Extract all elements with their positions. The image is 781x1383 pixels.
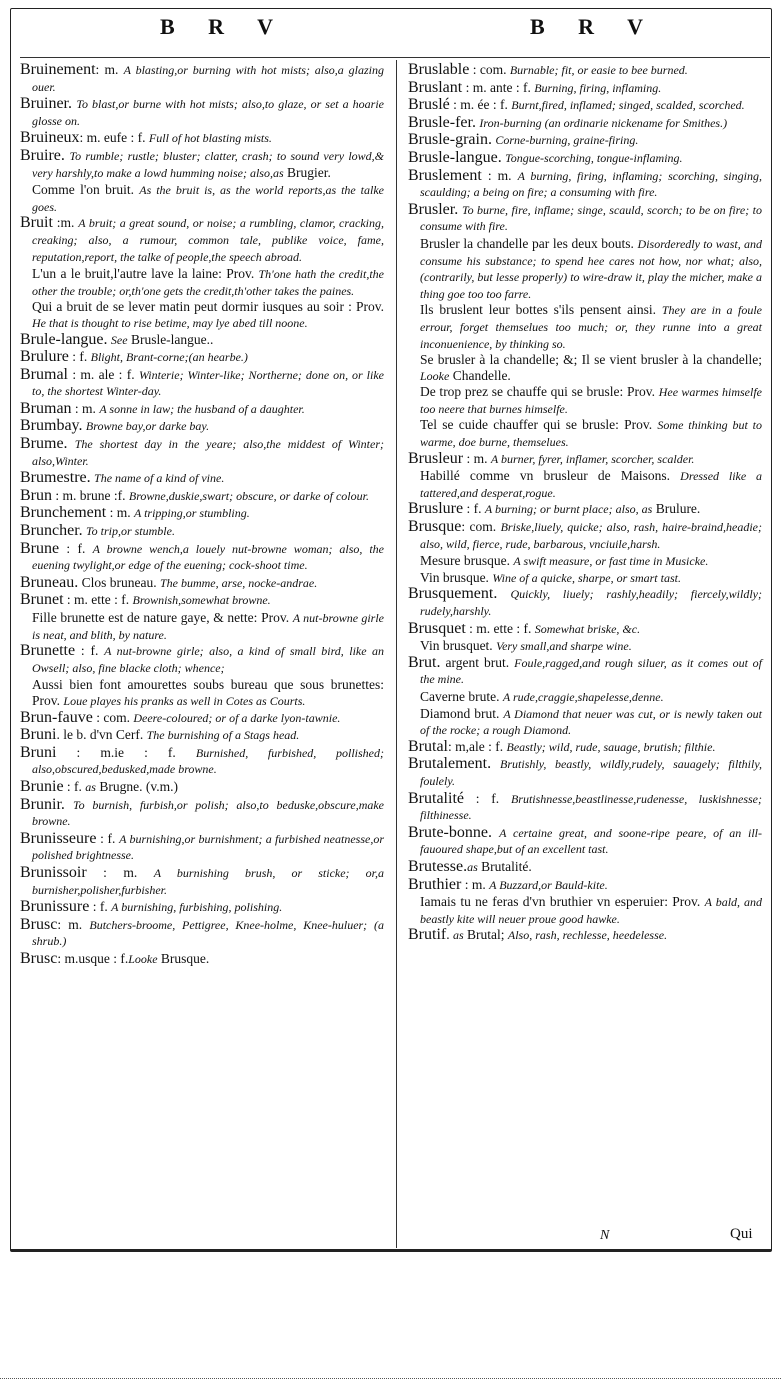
french-text: : m.	[86, 864, 154, 880]
french-text: : f.	[59, 540, 93, 556]
french-text: :m.	[52, 215, 79, 231]
french-text: : m.usque : f.	[57, 950, 129, 966]
french-text: : f.	[463, 501, 485, 517]
french-text: : f.	[75, 643, 105, 659]
headword: Brutalité	[408, 789, 464, 807]
french-text: Ils bruslent leur bottes s'ils pensent ainsi.	[420, 302, 662, 318]
definition: Looke	[128, 951, 158, 966]
definition: Briske,liuely, quicke; also, rash, haire-braind,headie; also, wild, fierce, rude, barbarous, vnciuile,harsh.	[420, 520, 762, 551]
headword: Bruire.	[20, 146, 65, 164]
definition: A tripping,or stumbling.	[133, 506, 250, 521]
headword: Brule-langue.	[20, 330, 108, 348]
dictionary-entry	[20, 130, 384, 147]
definition: A nut-browne girle; also, a kind of small bird, like an Owsell; also, fine blacke cloth; whence;	[32, 644, 384, 675]
definition: Burning, firing, inflaming.	[534, 80, 662, 95]
definition: The name of a kind of vine.	[94, 471, 225, 486]
definition: A rude,craggie,shapelesse,denne.	[502, 689, 664, 704]
definition: Browne bay,or darke bay.	[85, 419, 210, 434]
definition: Brownish,somewhat browne.	[132, 593, 271, 608]
sub-entry	[408, 689, 762, 706]
french-text: : m,ale : f.	[448, 738, 507, 754]
headword: Brusquet	[408, 619, 466, 637]
dictionary-entry	[408, 877, 762, 894]
definition: Tongue-scorching, tongue-inflaming.	[505, 150, 683, 165]
dictionary-entry	[20, 96, 384, 129]
french-text: : m. ée : f.	[449, 97, 512, 113]
headword: Brumbay.	[20, 417, 83, 435]
sub-entry	[20, 299, 384, 331]
headword: Brulure	[20, 348, 69, 366]
french-text	[68, 436, 75, 451]
headword: Brunissure	[20, 898, 90, 916]
french-text: argent brut.	[440, 654, 515, 670]
headword: Brut.	[408, 653, 441, 671]
dictionary-entry	[408, 791, 762, 824]
definition: Some thinking but to warme, doe burne, themselues.	[420, 418, 762, 450]
french-text: Habillé comme vn brusleur de Maisons.	[420, 468, 681, 484]
headword: Brunissoir	[20, 863, 87, 881]
french-text: : m.	[461, 876, 490, 892]
headword: Brusque	[408, 518, 462, 536]
headword: Bruni	[20, 743, 57, 761]
definition: Disorderedly to wast, and consume his substance; to spend hee cares not how, nor what; also, (contrarily, but lesse properly) to wire-draw it, play the micher, make a thing goe too too farre.	[420, 236, 762, 301]
definition: A burnishing,or burnishment; a furbished neatnesse,or polished brightnesse.	[32, 831, 384, 863]
french-text: Brutalité.	[477, 858, 532, 874]
definition: Beastly; wild, rude, sauage, brutish; filthie.	[506, 739, 716, 754]
french-text: : m.	[463, 450, 491, 466]
right-column	[408, 62, 762, 945]
dictionary-entry	[408, 621, 762, 638]
definition: A blasting,or burning with hot mists; also,a glazing ouer.	[32, 63, 384, 94]
definition: A browne wench,a louely nut-browne woman; also, the euening twylight,or edge of the euening; cock-shoot time.	[32, 541, 384, 573]
french-text: Clos bruneau.	[78, 574, 160, 590]
definition: Burnable; fit, or easie to bee burned.	[509, 63, 688, 77]
headword: Brunette	[20, 642, 76, 660]
french-text: Brusle-langue..	[127, 331, 214, 347]
dictionary-entry	[20, 865, 384, 898]
dictionary-entry	[408, 825, 762, 858]
definition: Th'one hath the credit,the other the trouble; or,th'one gets the credit,th'other takes the paines.	[32, 267, 384, 298]
definition: as	[452, 928, 464, 943]
definition: A nut-browne girle is neat, and blith, by nature.	[32, 611, 384, 642]
definition: Dressed like a tattered,and desperat,rogue.	[420, 469, 762, 500]
dictionary-entry	[20, 797, 384, 830]
french-text: Mesure brusque.	[420, 553, 514, 569]
french-text: Qui a bruit de se lever matin peut dormir iusques au soir : Prov.	[32, 299, 384, 315]
definition: Looke	[420, 368, 450, 383]
dictionary-entry	[20, 710, 384, 727]
french-text: Aussi bien font amourettes soubs bureau que sous brunettes: Prov.	[32, 677, 384, 708]
definition: Full of hot blasting mists.	[148, 131, 272, 146]
french-text: : m. ette : f.	[63, 592, 133, 608]
headword: Brunie	[20, 777, 64, 795]
headword: Bruslé	[408, 96, 450, 114]
headword: Brusc	[20, 949, 58, 967]
french-text: Caverne brute.	[420, 688, 503, 704]
definition: To trip,or stumble.	[86, 524, 175, 539]
definition: See	[110, 332, 128, 347]
french-text: Tel se cuide chauffer qui se brusle: Prov.	[420, 417, 658, 433]
dictionary-entry	[20, 401, 384, 418]
french-text	[491, 756, 500, 771]
french-text: : f.	[63, 778, 86, 794]
french-text: : m.	[71, 400, 100, 416]
sub-entry	[408, 417, 762, 450]
headword: Brutif	[408, 926, 447, 944]
french-text: Brusler la chandelle par les deux bouts.	[420, 235, 638, 251]
definition: A bruit; a great sound, or noise; a rumbling, clamor, cracking, creaking; also, a rumour, common tale, publike voice, fame, reputation,report, the talke of people,the speech abroad.	[32, 216, 384, 264]
dictionary-entry	[20, 643, 384, 676]
dictionary-entry	[408, 150, 762, 167]
french-text: : m.	[106, 505, 134, 521]
definition: He that is thought to rise betime, may lye abed till noone.	[32, 315, 308, 330]
french-text: : f.	[68, 349, 91, 365]
definition: A burnishing brush, or sticke; or,a burnisher,polisher,furbisher.	[32, 865, 384, 897]
dictionary-entry	[20, 831, 384, 864]
french-text: Se brusler à la chandelle; &; Il se vient brusler à la chandelle;	[420, 352, 762, 368]
dictionary-entry	[408, 927, 762, 944]
definition: A burner, fyrer, inflamer, scorcher, scalder.	[490, 451, 695, 466]
french-text: : f.	[89, 899, 112, 915]
definition: As the bruit is, as the world reports,as the talke goes.	[32, 183, 384, 214]
headword: Brusle-fer.	[408, 113, 476, 131]
headword: Brune	[20, 539, 60, 557]
sub-entry	[408, 570, 762, 587]
headword: Bruncher.	[20, 522, 83, 540]
dictionary-entry	[408, 586, 762, 619]
french-text: : m. brune :f.	[52, 487, 129, 503]
definition: Burnished, furbished, pollished; also,obscured,bedusked,made browne.	[32, 745, 384, 777]
dictionary-entry	[20, 523, 384, 540]
dictionary-entry	[20, 349, 384, 366]
definition: To burnish, furbish,or polish; also,to beduske,obscure,make browne.	[32, 797, 385, 829]
definition: A Buzzard,or Bauld-kite.	[489, 877, 608, 892]
french-text: : m. ette : f.	[465, 620, 535, 636]
definition: They are in a foule errour, forget themselues too much; or, they runne into a great inconuenience, by thinking so.	[420, 303, 762, 351]
french-text: Vin brusque.	[420, 569, 493, 585]
definition: Blight, Brant-corne;(an hearbe.)	[90, 350, 248, 365]
french-text	[497, 586, 510, 601]
headword: Brute-bonne.	[408, 823, 492, 841]
definition: A sonne in law; the husband of a daughter.	[99, 401, 305, 416]
dictionary-entry	[20, 899, 384, 916]
definition: Loue playes his pranks as well in Cotes as Courts.	[63, 693, 306, 708]
dictionary-entry	[408, 519, 762, 552]
french-text: L'un a le bruit,l'autre lave la laine: Prov.	[32, 266, 259, 282]
french-text: Comme l'on bruit.	[32, 182, 140, 198]
french-text: : f.	[463, 790, 511, 806]
french-text: Fille brunette est de nature gaye, & nette: Prov.	[32, 610, 293, 625]
sub-entry	[408, 706, 762, 739]
dictionary-entry	[408, 501, 762, 518]
left-column	[20, 62, 384, 968]
dictionary-entry	[20, 917, 384, 950]
headword: Brutesse.	[408, 857, 468, 875]
definition: Browne,duskie,swart; obscure, or darke of colour.	[128, 488, 369, 503]
sub-entry	[408, 894, 762, 927]
headword: Brume.	[20, 435, 68, 453]
french-text: : m.	[95, 62, 124, 77]
definition: as	[85, 779, 96, 794]
headword: Bruslable	[408, 61, 470, 78]
definition: Foule,ragged,and rough siluer, as it comes out of the mine.	[420, 655, 762, 687]
french-text: : m.	[57, 916, 90, 932]
french-text: Diamond brut.	[420, 705, 504, 721]
dictionary-entry	[20, 418, 384, 435]
definition: The bumme, arse, nocke-andrae.	[159, 575, 318, 590]
dictionary-entry	[20, 215, 384, 265]
definition: Winterie; Winter-like; Northerne; done on, or like to, the shortest Winter-day.	[32, 367, 384, 399]
headword: Bruit	[20, 214, 53, 232]
definition: Corne-burning, graine-firing.	[495, 133, 639, 148]
french-text: Brulure.	[652, 501, 701, 517]
french-text: Chandelle.	[449, 367, 511, 383]
headword: Brusc	[20, 915, 58, 933]
headword: Brunisseure	[20, 829, 97, 847]
catchword: Qui	[730, 1226, 753, 1242]
definition: To blast,or burne with hot mists; also,to glaze, or set a hoarie glosse on.	[32, 97, 384, 128]
headword: Bruineux	[20, 129, 80, 147]
dictionary-entry	[20, 488, 384, 505]
french-text: Iamais tu ne feras d'vn bruthier vn esperuier: Prov.	[420, 894, 705, 910]
french-text: : com.	[92, 709, 134, 725]
headword: Bruslement	[408, 166, 482, 184]
headword: Brunet	[20, 591, 64, 609]
dictionary-entry	[408, 97, 762, 114]
sub-entry	[408, 236, 762, 302]
signature-mark: N	[600, 1228, 610, 1243]
headword: Brusleur	[408, 449, 464, 467]
dictionary-entry	[20, 470, 384, 487]
headword: Bruni	[20, 726, 57, 744]
french-text: : com.	[461, 519, 501, 535]
headword: Bruiner.	[20, 95, 72, 113]
dictionary-entry	[20, 575, 384, 592]
french-text: : m. ale : f.	[68, 366, 139, 382]
french-text: .	[446, 927, 453, 943]
definition: A certaine great, and soone-ripe peare, of an ill-fauoured shape,but of an excellent tast.	[420, 825, 762, 857]
dictionary-entry	[20, 727, 384, 744]
headword: Brusle-langue.	[408, 148, 502, 166]
definition: To rumble; rustle; bluster; clatter, crash; to sound very lowd,& very harshly,to make a lowd humming noise; also,as	[32, 148, 384, 180]
french-text: Brugier.	[283, 164, 331, 180]
definition: Hee warmes himselfe too neere that burnes himselfe.	[420, 385, 762, 416]
definition: The burnishing of a Stags head.	[146, 728, 300, 743]
french-text: : com.	[469, 62, 510, 77]
dictionary-entry	[408, 115, 762, 132]
definition: A bald, and beastly kite will neuer proue good hawke.	[420, 895, 762, 926]
dictionary-entry	[408, 202, 762, 235]
headword: Brusler.	[408, 200, 459, 218]
sub-entry	[408, 352, 762, 384]
headword: Brunir.	[20, 795, 65, 813]
french-text: : m. eufe : f.	[79, 130, 149, 146]
dictionary-entry	[20, 745, 384, 778]
bottom-rule	[0, 1378, 781, 1379]
headword: Brumestre.	[20, 469, 91, 487]
dictionary-entry	[20, 779, 384, 796]
headword: Brunchement	[20, 504, 107, 522]
dictionary-entry	[408, 132, 762, 149]
headword: Brusle-grain.	[408, 131, 492, 149]
french-text: De trop prez se chauffe qui se brusle: Prov.	[420, 384, 659, 400]
definition: A Diamond that neuer was cut, or is newly taken out of the rocke; a rough Diamond.	[420, 706, 762, 738]
dictionary-entry	[20, 148, 384, 181]
french-text: Brusque.	[157, 950, 210, 966]
dictionary-entry	[408, 451, 762, 468]
sub-entry	[408, 553, 762, 570]
headword: Bruslure	[408, 500, 464, 518]
column-divider	[396, 60, 397, 1248]
headword: Bruslant	[408, 78, 463, 96]
sub-entry	[20, 610, 384, 643]
french-text	[65, 797, 73, 812]
french-text: : m.	[481, 167, 518, 183]
definition: Wine of a quicke, sharpe, or smart tast.	[492, 570, 681, 585]
dictionary-entry	[20, 367, 384, 400]
definition: as	[467, 859, 478, 874]
definition: Burnt,fired, inflamed; singed, scalded, scorched.	[511, 98, 745, 113]
definition: A burnishing, furbishing, polishing.	[111, 900, 283, 915]
headword: Bruman	[20, 399, 72, 417]
headword: Brusquement.	[408, 585, 498, 603]
dictionary-entry	[408, 756, 762, 789]
dictionary-entry	[20, 505, 384, 522]
dictionary-entry	[408, 168, 762, 201]
sub-entry	[20, 182, 384, 215]
dictionary-entry	[20, 436, 384, 469]
running-head-left: B R V	[160, 14, 288, 39]
definition: The shortest day in the yeare; also,the middest of Winter; also,Winter.	[32, 437, 384, 468]
definition: Iron-burning (an ordinarie nickename for Smithes.)	[479, 115, 728, 130]
sub-entry	[408, 638, 762, 655]
headword: Brun	[20, 486, 52, 504]
french-text: Brutal;	[463, 927, 508, 943]
headword: Brun-fauve	[20, 708, 93, 726]
sub-entry	[408, 468, 762, 501]
headword: Bruneau.	[20, 573, 79, 591]
headword: Bruthier	[408, 875, 462, 893]
dictionary-entry	[20, 332, 384, 349]
definition: A burning; or burnt place; also, as	[484, 502, 653, 517]
definition: Very small,and sharpe wine.	[496, 639, 632, 654]
sub-entry	[408, 302, 762, 352]
definition: Deere-coloured; or of a darke lyon-tawnie.	[133, 710, 341, 725]
french-text: : f.	[96, 830, 120, 846]
dictionary-entry	[20, 592, 384, 609]
dictionary-entry	[408, 655, 762, 688]
definition: Also, rash, rechlesse, heedelesse.	[507, 928, 668, 943]
headword: Brutalement.	[408, 755, 492, 773]
header-rule	[20, 57, 770, 58]
sub-entry	[408, 384, 762, 417]
dictionary-entry	[408, 739, 762, 756]
definition: A swift measure, or fast time in Musicke.	[513, 554, 709, 569]
french-text: Vin brusquet.	[420, 638, 497, 654]
definition: To burne, fire, inflame; singe, scauld, scorch; to be on fire; to consume with fire.	[420, 202, 762, 234]
definition: Quickly, liuely; rashly,headily; fiercely,wildly; rudely,harshly.	[420, 587, 763, 618]
french-text: . le b. d'vn Cerf.	[56, 727, 147, 743]
headword: Brumal	[20, 365, 68, 383]
dictionary-entry	[20, 951, 384, 968]
french-text: : m.ie : f.	[56, 744, 196, 760]
definition: Brutishly, beastly, wildly,rudely, sauagely; filthily, foulely.	[420, 757, 762, 788]
dictionary-entry	[20, 541, 384, 574]
french-text: Brugne. (v.m.)	[95, 778, 178, 794]
dictionary-entry	[408, 62, 762, 79]
headword: Brutal	[408, 737, 448, 755]
definition: Butchers-broome, Pettigree, Knee-holme, Knee-huluer; (a shrub.)	[32, 917, 384, 949]
definition: Somewhat briske, &c.	[534, 621, 641, 636]
definition: Brutishnesse,beastlinesse,rudenesse, luskishnesse; filthinesse.	[420, 791, 762, 823]
dictionary-entry	[408, 80, 762, 97]
headword: Bruinement	[20, 61, 96, 78]
sub-entry	[20, 677, 384, 709]
dictionary-entry	[408, 859, 762, 876]
definition: A burning, firing, inflaming; scorching, singing, scaulding; a being on fire; a consuming with fire.	[420, 168, 762, 200]
french-text: : m. ante : f.	[462, 79, 535, 95]
running-head-right: B R V	[530, 14, 658, 39]
sub-entry	[20, 266, 384, 299]
dictionary-entry	[20, 62, 384, 95]
